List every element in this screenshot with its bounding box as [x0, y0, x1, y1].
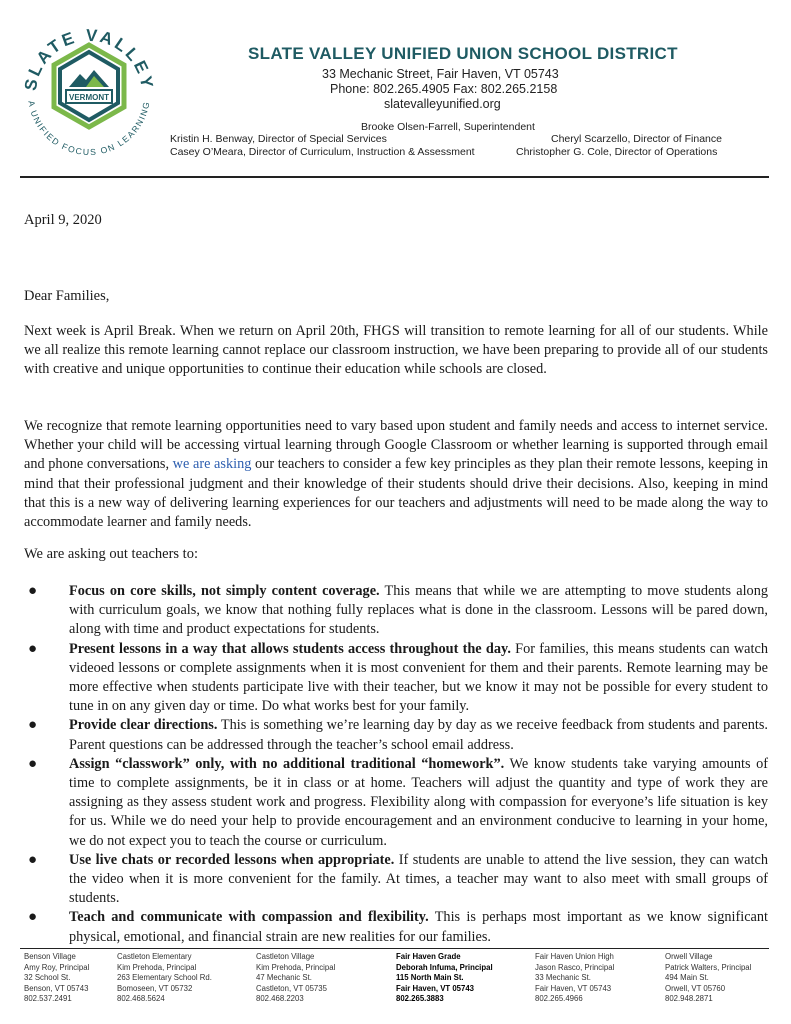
bullet-icon: ●	[28, 755, 38, 772]
staff-right-2: Christopher G. Cole, Director of Operations	[516, 146, 718, 158]
school-line: Orwell Village	[665, 952, 713, 961]
logo-arc-top: SLATE VALLEY	[20, 25, 158, 93]
principle-title: Assign “classwork” only, with no additional traditional “homework”.	[69, 755, 505, 772]
bullet-icon: ●	[28, 717, 38, 734]
school-line: 802.265.3883	[396, 994, 444, 1003]
bullet-icon: ●	[28, 909, 38, 926]
principle-title: Use live chats or recorded lessons when appropriate.	[69, 851, 395, 868]
principle-title: Provide clear directions.	[69, 717, 218, 734]
logo-arc-bottom: A UNIFIED FOCUS ON LEARNING	[26, 99, 152, 158]
staff-right-1: Cheryl Scarzello, Director of Finance	[551, 133, 722, 145]
list-item	[24, 716, 768, 754]
paragraph-2-end: our teachers to consider a few key principles as they plan their remote lessons, keeping in mind that their professional judgment and their knowledge of their students should drive their decisions. Also, keeping in mind that this is a new way of delivering learning experiences for our teachers and adjustments will need to be made along the way to accommodate learner and family needs.	[24, 456, 768, 531]
school-line: 802.265.4966	[535, 994, 583, 1003]
school-line: Kim Prehoda, Principal	[117, 962, 197, 972]
paragraph-2-highlight: we are asking	[172, 456, 252, 473]
school-line: Benson Village	[24, 952, 76, 961]
principle-text: We know students take varying amounts of time to complete assignments, be it in class or at home. Teachers will adjust the quantity and type of work they are assigning as they assess student work and progress. Flexibility along with compassion for everyone’s life situation is key for us. While we do need your help to provide encouragement and an environment conducive to learning in your home, we do not expect you to teach the course or curriculum.	[69, 755, 768, 849]
school-line: Fair Haven, VT 05743	[396, 983, 475, 993]
list-item	[24, 851, 768, 909]
footer-divider	[20, 948, 769, 949]
school-line: Orwell, VT 05760	[665, 983, 726, 993]
staff-left-1: Kristin H. Benway, Director of Special Services	[170, 133, 387, 145]
school-orwell-village	[665, 952, 751, 1005]
school-line: Castleton, VT 05735	[256, 983, 327, 993]
school-line: Fair Haven, VT 05743	[535, 983, 612, 993]
school-line: Castleton Elementary	[117, 952, 192, 961]
school-line: Patrick Walters, Principal	[665, 962, 752, 972]
principle-text: This is something we’re learning day by day as we receive feedback from students and parents. Parent questions can be addressed through the teacher’s school email address.	[69, 717, 768, 753]
principles-list	[24, 582, 768, 947]
school-fair-haven-grade	[396, 952, 493, 1005]
superintendent: Brooke Olsen-Farrell, Superintendent	[361, 121, 535, 133]
list-item	[24, 582, 768, 640]
staff-left-2: Casey O’Meara, Director of Curriculum, Instruction & Assessment	[170, 146, 475, 158]
principle-text: If students are unable to attend the live session, they can watch the video when it is more convenient for the family. At times, a teacher may want to also meet with small groups of students.	[69, 851, 768, 907]
school-line: Jason Rasco, Principal	[535, 962, 615, 972]
school-castleton-village	[256, 952, 335, 1005]
principle-text: For families, this means students can watch videoed lessons or complete assignments when it is most convenient for them and their parents. Remote learning may be more effective when students participate live with their teacher, but we know it may not be possible for every student to tune in on any given day or time. Do what works best for your family.	[69, 640, 768, 715]
list-item	[24, 908, 768, 946]
district-name: SLATE VALLEY UNIFIED UNION SCHOOL DISTRICT	[248, 44, 678, 63]
school-line: 802.468.2203	[256, 994, 304, 1003]
principle-text: This is perhaps most important as we know significant physical, emotional, and financial strain are new realities for our families.	[69, 909, 769, 945]
district-website[interactable]: slatevalleyunified.org	[384, 97, 501, 111]
principle-text: This means that while we are attempting to move students along with curriculum goals, we know that nothing fully replaces what is done in the classroom. Lessons will be pared down, along with time and product expectations for students.	[69, 583, 768, 638]
list-item	[24, 640, 768, 717]
school-line: 802.948.2871	[665, 994, 713, 1003]
school-directory	[24, 952, 774, 1012]
school-line: 32 School St.	[24, 973, 71, 982]
list-item	[24, 755, 768, 851]
letter-date: April 9, 2020	[24, 212, 102, 228]
school-line: 115 North Main St.	[396, 973, 464, 982]
principle-title: Present lessons in a way that allows students access throughout the day.	[69, 640, 511, 657]
principle-title: Teach and communicate with compassion and flexibility.	[69, 909, 429, 926]
bullet-icon: ●	[28, 640, 38, 657]
school-line: Deborah Infuma, Principal	[396, 962, 493, 972]
bullet-icon: ●	[28, 583, 38, 599]
school-castleton-elementary	[117, 952, 212, 1005]
school-line: Fair Haven Grade	[396, 952, 461, 961]
school-line: Bomoseen, VT 05732	[117, 983, 193, 993]
school-line: Amy Roy, Principal	[24, 962, 90, 972]
logo-badge: VERMONT	[69, 93, 109, 102]
school-line: Kim Prehoda, Principal	[256, 962, 336, 972]
paragraph-2-start: We recognize that remote learning opportunities need to vary based upon student and family needs and access to internet service. Whether your child will be accessing virtual learning through Google Classroom or whether learning is supported through email and phone conversations,	[24, 418, 768, 473]
school-line: Fair Haven Union High	[535, 952, 614, 961]
header-divider	[20, 176, 769, 178]
letter-salutation: Dear Families,	[24, 288, 110, 304]
school-fair-haven-union-high	[535, 952, 614, 1005]
school-line: Castleton Village	[256, 952, 315, 961]
bullet-icon: ●	[28, 851, 38, 868]
paragraph-2	[24, 417, 768, 532]
school-line: 47 Mechanic St.	[256, 973, 312, 982]
paragraph-1: Next week is April Break. When we return on April 20th, FHGS will transition to remote learning for all of our students. While we all realize this remote learning cannot replace our classroom instruction, we have been preparing to provide all of our students with creative and unique opportunities to continue their education while schools are closed.	[24, 323, 768, 378]
school-line: Benson, VT 05743	[24, 983, 89, 993]
school-benson-village	[24, 952, 89, 1005]
list-intro: We are asking out teachers to:	[24, 546, 198, 562]
school-line: 802.537.2491	[24, 994, 72, 1003]
school-line: 494 Main St.	[665, 973, 709, 982]
school-line: 802.468.5624	[117, 994, 165, 1003]
principle-title: Focus on core skills, not simply content coverage.	[69, 583, 380, 599]
district-phone: Phone: 802.265.4905 Fax: 802.265.2158	[330, 82, 558, 96]
school-line: 263 Elementary School Rd.	[117, 973, 212, 982]
district-address: 33 Mechanic Street, Fair Haven, VT 05743	[322, 67, 559, 81]
school-line: 33 Mechanic St.	[535, 973, 591, 982]
district-logo	[14, 12, 164, 162]
